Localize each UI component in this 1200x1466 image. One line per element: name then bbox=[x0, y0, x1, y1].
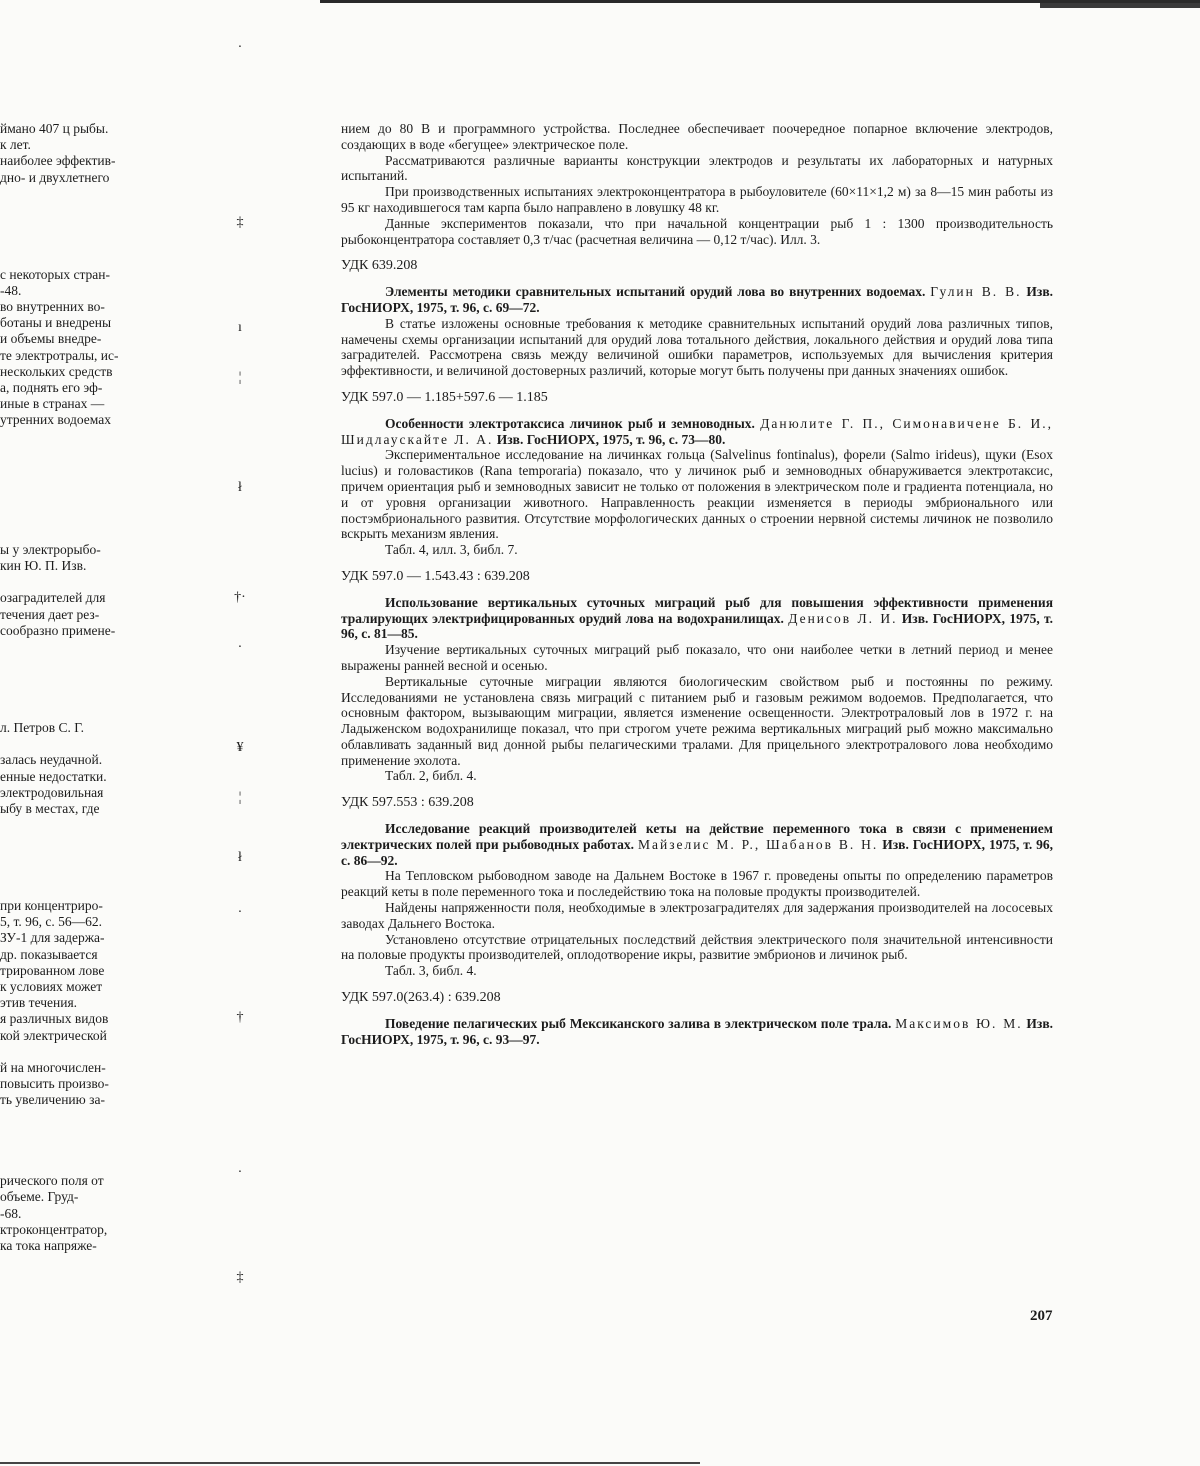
entry-source: Изв. ГосНИОРХ, 1975, т. 96, с. 81—85. bbox=[341, 610, 1054, 642]
entry-paragraph: нием до 80 В и программного устройства. Последнее обеспечивает поочередное попарное включение электродов, создающих в воде «бегущее» электрическое поле. bbox=[341, 121, 1053, 152]
previous-page-line: во внутренних во- bbox=[0, 299, 105, 315]
previous-page-line: те электротралы, ис- bbox=[0, 347, 119, 363]
previous-page-line: иные в странах — bbox=[0, 396, 105, 412]
previous-page-line: с некоторых стран- bbox=[0, 266, 110, 282]
gutter-mark: ¥ bbox=[236, 740, 244, 755]
entry-source: Изв. ГосНИОРХ, 1975, т. 96, с. 93—97. bbox=[341, 1015, 1054, 1047]
gutter-mark: · bbox=[237, 905, 243, 920]
previous-page-line bbox=[0, 882, 160, 898]
previous-page-line: ть увеличению за- bbox=[0, 1092, 105, 1108]
entry-heading bbox=[341, 1016, 1053, 1048]
previous-page-line bbox=[0, 1157, 160, 1173]
previous-page-line: наиболее эффектив- bbox=[0, 153, 116, 169]
previous-page-line bbox=[0, 445, 160, 461]
entry-heading bbox=[341, 595, 1053, 642]
previous-page-line bbox=[0, 510, 160, 526]
gutter-mark: † bbox=[236, 1010, 244, 1025]
gutter-mark: †· bbox=[234, 590, 246, 605]
entry-source: Изв. ГосНИОРХ, 1975, т. 96, с. 86—92. bbox=[341, 836, 1054, 868]
scan-edge-bottom bbox=[0, 1462, 700, 1464]
previous-page-line: сообразно примене- bbox=[0, 622, 116, 638]
udc-code: УДК 597.0(263.4) : 639.208 bbox=[341, 990, 501, 1006]
previous-page-line bbox=[0, 1044, 160, 1060]
entry-paragraph: Данные экспериментов показали, что при начальной концентрации рыб 1 : 1300 производительность рыбоконцентратора составляет 0,3 т/час (расчетная величина — 0,12 т/час). Илл. 3. bbox=[341, 215, 1053, 247]
entry-paragraph: Экспериментальное исследование на личинках гольца (Salvelinus fontinalus), форели (Salmo irideus), щуки (Esox lucius) и головастиков (Rana temporaria) показало, что у личинок рыб и земноводных обнаруживается электротаксис, причем ориентация рыб и земноводных зависит не только от положения в электрическом поле и градиента потенциала, но и от уровня организации животного. Направленность реакции изменяется в периоды эмбрионального или постэмбрионального развития. Отсутствие морфологических данных о строении нервной системы личинок не позволило вскрыть механизм явления. bbox=[341, 447, 1053, 542]
entry-authors: Гулин В. В. bbox=[930, 284, 1022, 300]
previous-page-line: ка тока напряже- bbox=[0, 1237, 97, 1253]
entry-paragraph: Рассматриваются различные варианты конструкции электродов и результаты их лабораторных и натурных испытаний. bbox=[341, 152, 1053, 184]
udc-code: УДК 639.208 bbox=[341, 258, 418, 274]
previous-page-line bbox=[0, 817, 160, 833]
previous-page-line: й на многочислен- bbox=[0, 1059, 106, 1075]
entry-title: Элементы методики сравнительных испытаний орудий лова во внутренних водоемах. bbox=[385, 284, 926, 300]
entry-authors: Данюлите Г. П., Симонавичене Б. И., Шидлаускайте Л. А. bbox=[341, 415, 1053, 447]
gutter-mark: ¦ bbox=[238, 790, 242, 805]
entry-title: Поведение пелагических рыб Мексиканского залива в электрическом поле трала. bbox=[385, 1015, 892, 1031]
previous-page-line bbox=[0, 461, 160, 477]
previous-page-line: ЗУ-1 для задержа- bbox=[0, 930, 105, 946]
gutter-mark: · bbox=[237, 640, 243, 655]
udc-code: УДК 597.0 — 1.543.43 : 639.208 bbox=[341, 568, 530, 584]
previous-page-line bbox=[0, 574, 160, 590]
previous-page-line: кин Ю. П. Изв. bbox=[0, 558, 87, 574]
previous-page-line: озаградителей для bbox=[0, 590, 106, 606]
previous-page-column bbox=[0, 121, 160, 1254]
entry-authors: Максимов Ю. М. bbox=[895, 1015, 1023, 1031]
entry-paragraph: На Тепловском рыбоводном заводе на Дальнем Востоке в 1967 г. проведены опыты по определению параметров реакций кеты в поле переменного тока и последействию тока на половые продукты производителей. bbox=[341, 868, 1053, 900]
entry-paragraph: При производственных испытаниях электроконцентратора в рыбоуловителе (60×11×1,2 м) за 8—15 мин работы из 95 кг находившегося там карпа было направлено в ловушку 48 кг. bbox=[341, 184, 1053, 215]
gutter-mark: ł bbox=[238, 480, 242, 495]
previous-page-line: залась неудачной. bbox=[0, 752, 103, 768]
entry-title: Исследование реакций производителей кеты на действие переменного тока в связи с применением электрических полей при рыбоводных работах. bbox=[341, 821, 1053, 852]
previous-page-line: течения дает рез- bbox=[0, 606, 100, 622]
previous-page-line: дно- и двухлетнего bbox=[0, 169, 110, 185]
gutter-mark: · bbox=[237, 40, 243, 55]
previous-page-line: я различных видов bbox=[0, 1011, 109, 1027]
previous-page-line: ы у электрорыбо- bbox=[0, 541, 101, 557]
previous-page-line: -68. bbox=[0, 1205, 22, 1221]
entry-paragraph: Найдены напряженности поля, необходимые в электрозаградителях для задержания производителей на лососевых заводах Дальнего Востока. bbox=[341, 900, 1053, 931]
previous-page-line bbox=[0, 477, 160, 493]
previous-page-line bbox=[0, 704, 160, 720]
entry-references: Табл. 3, библ. 4. bbox=[385, 963, 477, 979]
previous-page-line: ботаны и внедрены bbox=[0, 315, 112, 331]
previous-page-line bbox=[0, 671, 160, 687]
udc-code: УДК 597.553 : 639.208 bbox=[341, 795, 474, 811]
entry-authors: Денисов Л. И. bbox=[788, 610, 898, 626]
previous-page-line bbox=[0, 202, 160, 218]
previous-page-line: ймано 407 ц рыбы. bbox=[0, 121, 109, 136]
entry-title: Использование вертикальных суточных миграций рыб для повышения эффективности применения тралирующих электрифицированных орудий лова на водохранилищах. bbox=[341, 594, 1053, 626]
previous-page-line bbox=[0, 1125, 160, 1141]
entry-paragraph: Установлено отсутствие отрицательных последствий действия электрического поля значительной интенсивности на половые продукты производителей, оплодотворение икры, развитие эмбрионов и личинок рыб. bbox=[341, 931, 1053, 963]
previous-page-line bbox=[0, 1141, 160, 1157]
previous-page-line bbox=[0, 429, 160, 445]
previous-page-line: к условиях может bbox=[0, 978, 103, 994]
previous-page-line bbox=[0, 526, 160, 542]
udc-code: УДК 597.0 — 1.185+597.6 — 1.185 bbox=[341, 389, 548, 405]
previous-page-line bbox=[0, 688, 160, 704]
previous-page-line: объеме. Груд- bbox=[0, 1189, 79, 1205]
entry-authors: Майзелис М. Р., Шабанов В. Н. bbox=[637, 836, 879, 852]
entry-paragraph: Вертикальные суточные миграции являются биологическим свойством рыб и постоянны по режиму. Исследованиями не установлена связь миграций с питанием рыб и газовым режимом водоемов. Предполагается, что основным фактором, вызывающим миграции, является изменение освещенности. Электротраловый лов в 1972 г. на Ладыженском водохранилище показал, что при строгом учете режима вертикальных миграций рыб можно максимально облавливать заданный вид донной рыбы пелагическими тралами. Для прицельного электротралового лова необходимо применение эхолота. bbox=[341, 673, 1053, 768]
previous-page-line: л. Петров С. Г. bbox=[0, 719, 84, 735]
gutter-mark: ‡ bbox=[236, 215, 244, 230]
previous-page-line: ыбу в местах, где bbox=[0, 800, 100, 816]
previous-page-line bbox=[0, 251, 160, 267]
entry-heading bbox=[341, 284, 1053, 316]
previous-page-line: ктроконцентратор, bbox=[0, 1221, 108, 1237]
gutter-mark: ł bbox=[238, 850, 242, 865]
previous-page-line: -48. bbox=[0, 282, 22, 298]
previous-page-line: енные недостатки. bbox=[0, 768, 107, 784]
entry-source: Изв. ГосНИОРХ, 1975, т. 96, с. 73—80. bbox=[496, 431, 726, 447]
entry-source: Изв. ГосНИОРХ, 1975, т. 96, с. 69—72. bbox=[341, 284, 1053, 315]
previous-page-line bbox=[0, 639, 160, 655]
gutter-mark: ‡ bbox=[236, 1270, 244, 1285]
previous-page-line: к лет. bbox=[0, 137, 31, 153]
page-number: 207 bbox=[1030, 1308, 1053, 1324]
previous-page-line: рического поля от bbox=[0, 1173, 104, 1189]
previous-page-line: кой электрической bbox=[0, 1027, 107, 1043]
previous-page-line bbox=[0, 849, 160, 865]
previous-page-line: и объемы внедре- bbox=[0, 331, 102, 347]
previous-page-line bbox=[0, 866, 160, 882]
previous-page-line bbox=[0, 655, 160, 671]
previous-page-line: др. показывается bbox=[0, 946, 98, 962]
previous-page-line bbox=[0, 833, 160, 849]
previous-page-line: 5, т. 96, с. 56—62. bbox=[0, 914, 103, 930]
previous-page-line: этив течения. bbox=[0, 995, 78, 1011]
previous-page-line bbox=[0, 1108, 160, 1124]
entry-paragraph: Изучение вертикальных суточных миграций рыб показало, что они наиболее четки в летний период и менее выражены ранней весной и осенью. bbox=[341, 642, 1053, 673]
gutter-mark: · bbox=[237, 1165, 243, 1180]
previous-page-line bbox=[0, 186, 160, 202]
previous-page-line: электродовильная bbox=[0, 784, 104, 800]
gutter-marks bbox=[220, 0, 260, 1466]
entry-title: Особенности электротаксиса личинок рыб и земноводных. bbox=[385, 415, 755, 431]
entry-references: Табл. 2, библ. 4. bbox=[385, 768, 477, 784]
previous-page-line: утренних водоемах bbox=[0, 412, 111, 428]
entry-references: Табл. 4, илл. 3, библ. 7. bbox=[385, 542, 518, 558]
entry-heading bbox=[341, 821, 1053, 868]
previous-page-line: нескольких средств bbox=[0, 363, 113, 379]
previous-page-line bbox=[0, 736, 160, 752]
previous-page-line bbox=[0, 218, 160, 234]
entry-heading bbox=[341, 416, 1053, 448]
gutter-mark: ı bbox=[238, 320, 242, 335]
previous-page-line: а, поднять его эф- bbox=[0, 380, 103, 395]
scan-edge-top-right bbox=[1040, 3, 1200, 8]
previous-page-line bbox=[0, 234, 160, 250]
previous-page-line: повысить произво- bbox=[0, 1076, 109, 1092]
entry-paragraph: В статье изложены основные требования к методике сравнительных испытаний орудий лова различных типов, намечены схемы организации испытаний для орудий лова тотального действия, локального действия и орудий лова типа заградителей. Рассмотрена связь между величиной ошибки параметров, используемых для вычисления критерия эффективности, и величиной достоверных различий, которые могут быть получены при данных значениях ошибок. bbox=[341, 315, 1053, 379]
previous-page-line: трированном лове bbox=[0, 962, 105, 978]
gutter-mark: ¦ bbox=[238, 370, 242, 385]
previous-page-line bbox=[0, 493, 160, 509]
previous-page-line: при концентриро- bbox=[0, 898, 103, 913]
abstracts-column bbox=[341, 121, 1053, 1047]
